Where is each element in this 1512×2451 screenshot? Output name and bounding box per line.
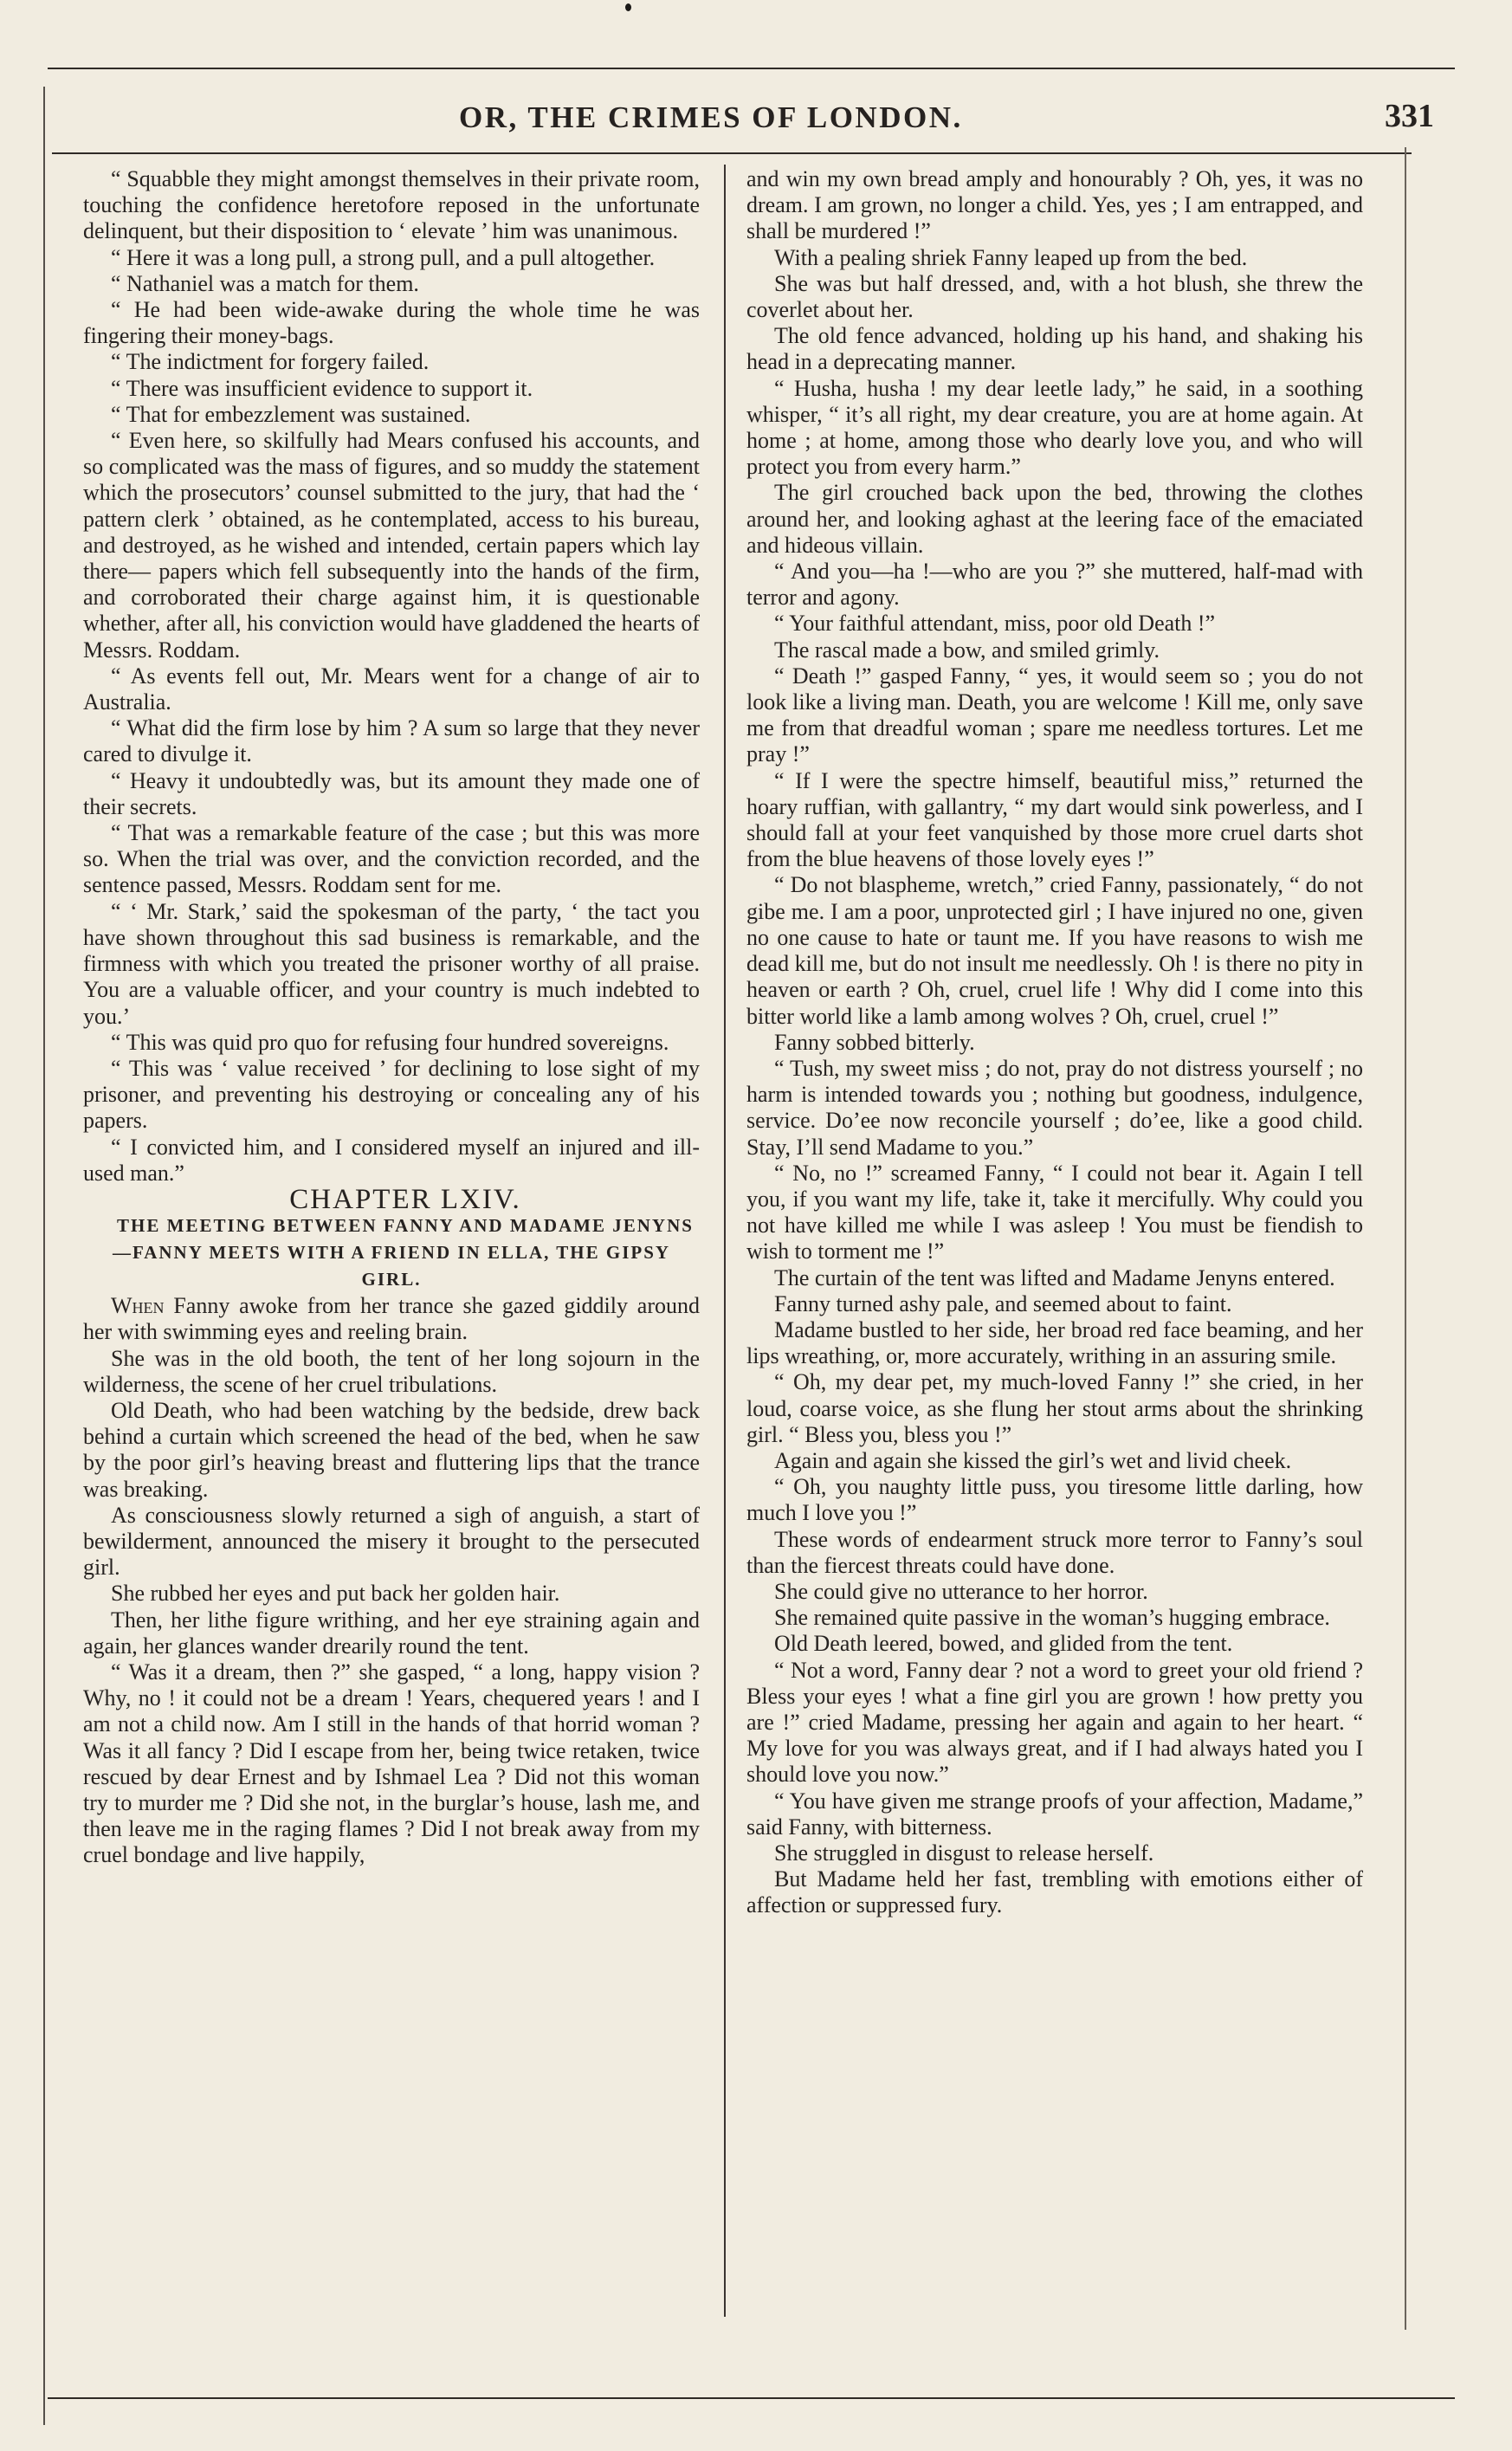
opening-text: Fanny awoke from her trance she gazed giddily around her with swimming eyes and reeling brain. [83, 1293, 700, 1345]
paragraph: “ The indictment for forgery failed. [111, 349, 430, 375]
paragraph: “ What did the firm lose by him ? A sum so large that they never cared to divulge it. [83, 715, 700, 767]
paragraph: “ ‘ Mr. Stark,’ said the spokesman of the party, ‘ the tact you have shown throughout this sad business is remarkable, and the firmness with which you treated the prisoner worthy of all praise. You are a valuable officer, and your country is much indebted to you.’ [83, 898, 700, 1029]
paragraph: “ That was a remarkable feature of the case ; but this was more so. When the trial was over, and the conviction recorded, and the sentence passed, Messrs. Roddam sent for me. [83, 820, 700, 898]
paragraph: “ Heavy it undoubtedly was, but its amount they made one of their secrets. [83, 767, 700, 819]
chapter-opening-paragraph [83, 1293, 700, 1345]
paragraph: “ That for embezzlement was sustained. [111, 401, 471, 427]
continued-paragraph: and win my own bread amply and honourably ? Oh, yes, it was no dream. I am grown, no longer a child. Yes, yes ; I am entrapped, and shall be murdered !” [746, 166, 1363, 244]
paragraph: Old Death leered, bowed, and glided from the tent. [774, 1631, 1233, 1657]
paragraph: Old Death, who had been watching by the bedside, drew back behind a curtain which screened the head of the bed, when he saw by the poor girl’s heaving breast and fluttering lips that the trance was breaking. [83, 1397, 700, 1502]
ink-speck [625, 3, 631, 11]
right-column [746, 166, 1363, 1919]
column-divider [724, 165, 726, 2317]
paragraph: She remained quite passive in the woman’s hugging embrace. [774, 1605, 1330, 1631]
drop-word: When [111, 1293, 165, 1319]
paragraph: “ Oh, you naughty little puss, you tiresome little darling, how much I love you !” [746, 1474, 1363, 1526]
paragraph: “ No, no !” screamed Fanny, “ I could not bear it. Again I tell you, if you want my life, take it, take it mercifully. Why could you not have killed me while I was asleep ! You must be fiendish to wish to torment me !” [746, 1160, 1363, 1264]
paragraph: “ He had been wide-awake during the whole time he was fingering their money-bags. [83, 297, 700, 349]
paragraph: She rubbed her eyes and put back her golden hair. [111, 1581, 560, 1607]
paragraph: “ You have given me strange proofs of your affection, Madame,” said Fanny, with bitterness. [746, 1788, 1363, 1840]
paragraph: “ As events fell out, Mr. Mears went for a change of air to Australia. [83, 663, 700, 715]
paragraph: “ This was quid pro quo for refusing four hundred sovereigns. [111, 1029, 669, 1055]
paragraph: But Madame held her fast, trembling with emotions either of affection or suppressed fury. [746, 1866, 1363, 1918]
header-underline-rule [52, 152, 1412, 154]
paragraph: “ Tush, my sweet miss ; do not, pray do not distress yourself ; no harm is intended towards you ; nothing but goodness, indulgence, service. Do’ee now reconcile yourself ; do’ee, like a good child. Stay, I’ll send Madame to you.” [746, 1055, 1363, 1160]
paragraph: “ This was ‘ value received ’ for declining to lose sight of my prisoner, and preventing his destroying or concealing any of his papers. [83, 1055, 700, 1134]
paragraph: Then, her lithe figure writhing, and her eye straining again and again, her glances wander drearily round the tent. [83, 1607, 700, 1659]
paragraph: Fanny sobbed bitterly. [774, 1029, 975, 1055]
paragraph: “ Squabble they might amongst themselves in their private room, touching the confidence heretofore reposed in the unfortunate delinquent, but their disposition to ‘ elevate ’ him was unanimous. [83, 166, 700, 244]
paragraph: “ Not a word, Fanny dear ? not a word to greet your old friend ? Bless your eyes ! what a fine girl you are grown ! how pretty you are !” cried Madame, pressing her again and again to her heart. “ My love for you was always great, and if I had always hated you I should love you now.” [746, 1657, 1363, 1788]
paragraph: “ Here it was a long pull, a strong pull, and a pull altogether. [111, 244, 656, 270]
chapter-summary: THE MEETING BETWEEN FANNY AND MADAME JENYNS—FANNY MEETS WITH A FRIEND IN ELLA, THE GIPSY GIRL. [112, 1215, 694, 1290]
right-margin-rule [1405, 147, 1406, 2330]
page-number: 331 [1385, 98, 1434, 134]
paragraph: “ There was insufficient evidence to support it. [111, 375, 533, 401]
paragraph: “ Death !” gasped Fanny, “ yes, it would seem so ; you do not look like a living man. Death, you are welcome ! Kill me, only save me from that dreadful woman ; spare me needless tortures. Let me pray !” [746, 663, 1363, 767]
chapter-title: CHAPTER LXIV. [289, 1183, 521, 1215]
paragraph: Fanny turned ashy pale, and seemed about to faint. [774, 1290, 1232, 1316]
paragraph: As consciousness slowly returned a sigh of anguish, a start of bewilderment, announced the misery it brought to the persecuted girl. [83, 1502, 700, 1581]
paragraph: “ Even here, so skilfully had Mears confused his accounts, and so complicated was the mass of figures, and so muddy the statement which the prosecutors’ counsel submitted to the jury, that had the ‘ pattern clerk ’ obtained, as he contemplated, access to his bureau, and destroyed, as he wished and intended, certain papers which lay there— papers which fell subsequently into the hands of the firm, and corroborated their charge against him, it is questionable whether, after all, his conviction would have gladdened the hearts of Messrs. Roddam. [83, 428, 700, 663]
paragraph: The curtain of the tent was lifted and Madame Jenyns entered. [774, 1264, 1335, 1290]
paragraph: She could give no utterance to her horror. [774, 1578, 1148, 1604]
paragraph: These words of endearment struck more terror to Fanny’s soul than the fiercest threats could have done. [746, 1526, 1363, 1578]
top-border-rule [48, 68, 1455, 69]
paragraph: She was but half dressed, and, with a hot blush, she threw the coverlet about her. [746, 270, 1363, 323]
bottom-border-rule [48, 2397, 1455, 2399]
paragraph: She was in the old booth, the tent of her long sojourn in the wilderness, the scene of her cruel tribulations. [83, 1345, 700, 1397]
page-header [52, 97, 1451, 149]
paragraph: She struggled in disgust to release herself. [774, 1840, 1154, 1866]
paragraph: The rascal made a bow, and smiled grimly. [774, 637, 1160, 663]
paragraph: “ Nathaniel was a match for them. [111, 270, 419, 296]
paragraph: “ And you—ha !—who are you ?” she muttered, half-mad with terror and agony. [746, 559, 1363, 611]
paragraph: “ I convicted him, and I considered myself an injured and ill-used man.” [83, 1134, 700, 1186]
paragraph: “ Husha, husha ! my dear leetle lady,” he said, in a soothing whisper, “ it’s all right, my dear creature, you are at home again. At home ; at home, among those who dearly love you, and who will protect you from every harm.” [746, 375, 1363, 480]
paragraph: With a pealing shriek Fanny leaped up from the bed. [774, 244, 1248, 270]
paragraph: “ Was it a dream, then ?” she gasped, “ a long, happy vision ? Why, no ! it could not be a dream ! Years, chequered years ! and I am not a child now. Am I still in the hands of that horrid woman ? Was it all fancy ? Did I escape from her, being twice retaken, twice rescued by dear Ernest and by Ishmael Lea ? Did not this woman try to murder me ? Did she not, in the burglar’s house, lash me, and then leave me in the raging flames ? Did I not break away from my cruel bondage and live happily, [83, 1659, 700, 1868]
paragraph: “ If I were the spectre himself, beautiful miss,” returned the hoary ruffian, with gallantry, “ my dart would sink powerless, and I should fall at your feet vanquished by those more cruel darts shot from the blue heavens of those lovely eyes !” [746, 767, 1363, 872]
paragraph: The old fence advanced, holding up his hand, and shaking his head in a deprecating manner. [746, 323, 1363, 375]
running-title: OR, THE CRIMES OF LONDON. [459, 100, 963, 134]
left-margin-rule [43, 87, 45, 2425]
paragraph: “ Your faithful attendant, miss, poor old Death !” [774, 611, 1216, 637]
paragraph: The girl crouched back upon the bed, throwing the clothes around her, and looking aghast at the leering face of the emaciated and hideous villain. [746, 480, 1363, 558]
paragraph: Again and again she kissed the girl’s wet and livid cheek. [774, 1447, 1292, 1473]
paragraph: “ Do not blaspheme, wretch,” cried Fanny, passionately, “ do not gibe me. I am a poor, unprotected girl ; I have injured no one, given no one cause to hate or taunt me. If you have reasons to wish me dead kill me, but do not insult me needlessly. Oh ! is there no pity in heaven or earth ? Oh, cruel, cruel life ! Why did I come into this bitter world like a lamb among wolves ? Oh, cruel, cruel !” [746, 872, 1363, 1029]
paragraph: “ Oh, my dear pet, my much-loved Fanny !” she cried, in her loud, coarse voice, as she flung her stout arms about the shrinking girl. “ Bless you, bless you !” [746, 1369, 1363, 1447]
paragraph: Madame bustled to her side, her broad red face beaming, and her lips wreathing, or, more accurately, writhing in an assuring smile. [746, 1316, 1363, 1369]
left-column [83, 166, 700, 1869]
